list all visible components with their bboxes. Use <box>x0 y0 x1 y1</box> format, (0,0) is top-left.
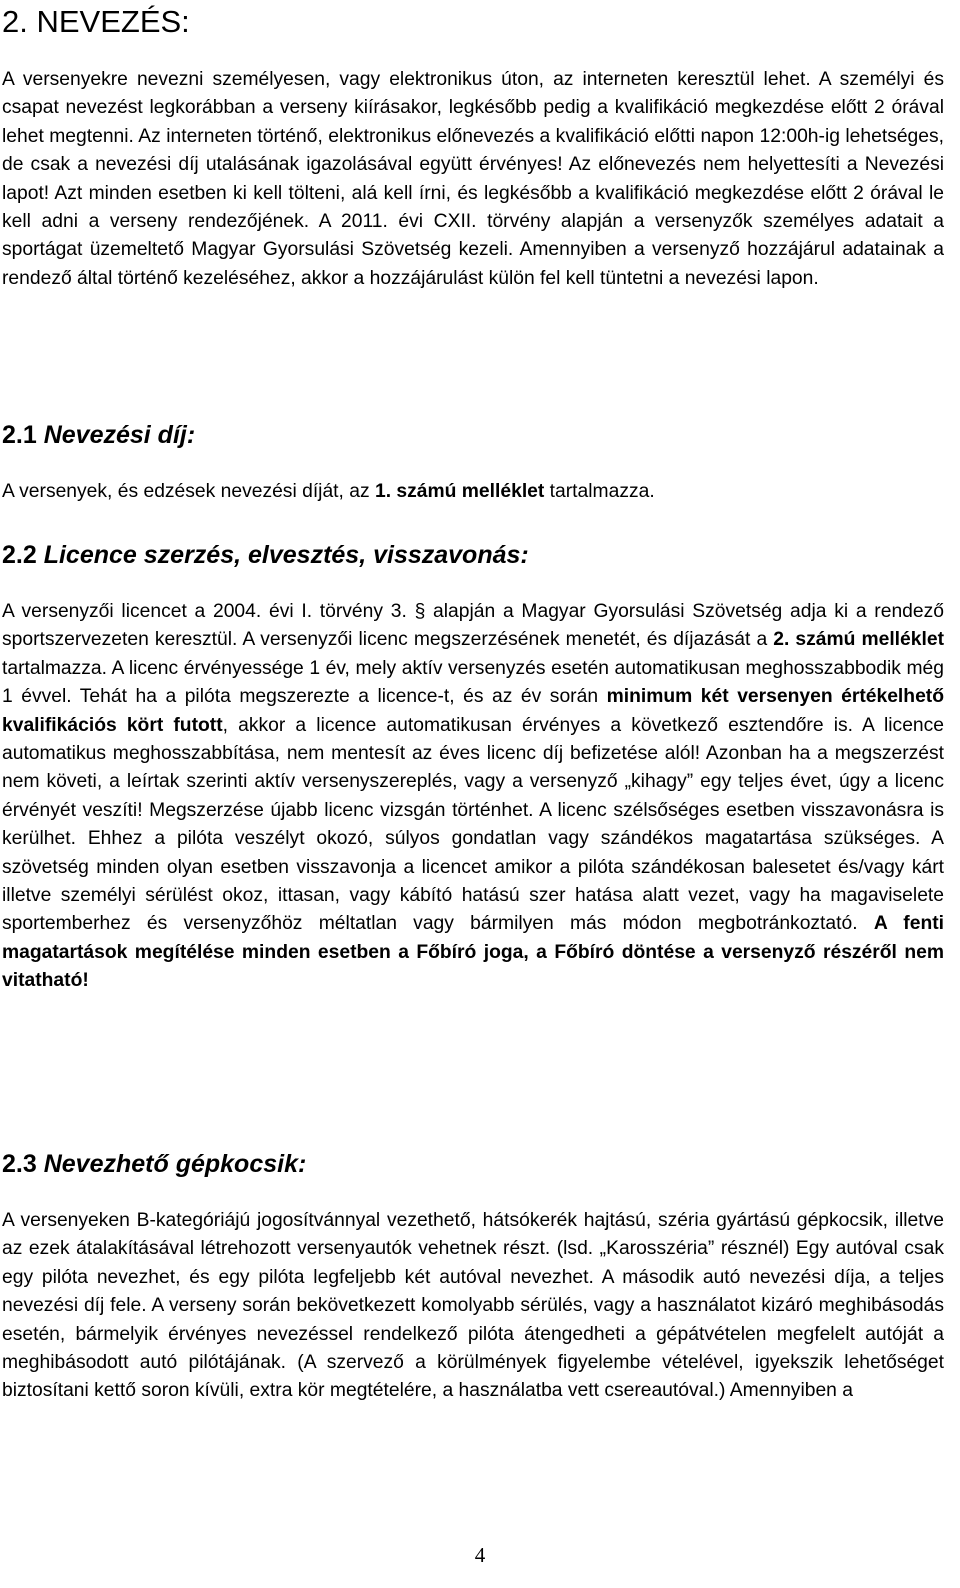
section-2-2-paragraph <box>2 598 944 996</box>
section-title: Nevezési díj: <box>43 421 196 449</box>
emphasis-text: minimum két versenyen értékelhető kvalifikációs kört futott <box>2 686 944 736</box>
section-2-2-heading <box>2 540 529 570</box>
page-number: 4 <box>474 1543 486 1567</box>
section-title: Licence szerzés, elvesztés, visszavonás: <box>43 541 529 569</box>
chapter-heading: 2. NEVEZÉS: <box>2 4 190 39</box>
section-2-3-paragraph: A versenyeken B-kategóriájú jogosítvánnyal vezethető, hátsókerék hajtású, széria gyártású gépkocsik, illetve az ezek átalakításával létrehozott versenyautók vehetnek részt. (lsd. „Karosszéria” résznél) Egy autóval csak egy pilóta nevezhet, és egy pilóta legfeljebb két autóval nevezhet. A második autó nevezési díja, a teljes nevezési díj fele. A verseny során bekövetkezett komolyabb sérülés, vagy a használatot kizáró meghibásodás esetén, bármelyik érvényes nevezéssel rendelkező pilóta átengedheti a gépátvételen megfelelt autóját a meghibásodott autó pilótájának. (A szervező a körülmények figyelembe vételével, igyekszik lehetőséget biztosítani kettő soron kívüli, extra kör megtételére, a használatba vett csereautóval.) Amennyiben a <box>2 1210 944 1402</box>
section-number: 2.1 <box>2 421 37 449</box>
text-run: alapján a Magyar Gyorsulási Szövetség adja ki a rendező sportszervezeten keresztül. A versenyzői licenc megszerzésének menetét, és díjazását a <box>2 601 944 651</box>
annex-reference: 1. számú melléklet <box>374 481 545 502</box>
section-2-1-heading <box>2 420 195 450</box>
section-symbol: § <box>414 601 426 622</box>
text-run: A versenyzői licencet a 2004. évi I. törvény 3. <box>2 601 415 622</box>
text-run: tartalmazza. A licenc érvényessége 1 év, mely aktív versenyzés esetén automatikusan meghosszabbodik még 1 évvel. Tehát ha a pilóta megszerezte a licence-t, és az év során <box>2 657 944 708</box>
text-run: tartalmazza. <box>544 481 655 502</box>
text-run: , akkor a licence automatikusan érvényes a következő esztendőre is. A licence automatikus meghosszabbítása, nem mentesít az éves licenc díj befizetése alól! Azonban ha a megszerzést nem követi, a leírtak szerinti aktív versenyszereplés, vagy a versenyző „kihagy” egy teljes évet, úgy a licenc érvényét veszíti! Megszerzése újabb licenc vizsgán történhet. A licenc szélsőséges esetben visszavonásra is kerülhet. Ehhez a pilóta veszélyt okozó, súlyos gondatlan vagy szándékos magatartása szükséges. A szövetség minden olyan esetben visszavonja a licencet amikor a pilóta szándékosan balesetet és/vagy kárt illetve személyi sérülést okoz, ittasan, vagy kábító hatású szer hatása alatt vezet, vagy ha magaviselete sportemberhez és versenyzőhöz méltatlan vagy bármilyen más módon megbotránkoztató. <box>2 714 945 935</box>
section-2-1-paragraph <box>2 478 944 506</box>
section-number: 2.2 <box>2 541 37 569</box>
section-number: 2.3 <box>2 1150 37 1178</box>
section-2-3-heading <box>2 1149 306 1179</box>
section-title: Nevezhető gépkocsik: <box>43 1150 307 1178</box>
emphasis-text: A fenti magatartások megítélése minden esetben a Főbíró joga, a Főbíró döntése a versenyző részéről nem vitatható! <box>2 913 945 992</box>
annex-reference: 2. számú melléklet <box>773 629 944 651</box>
intro-paragraph: A versenyekre nevezni személyesen, vagy elektronikus úton, az interneten keresztül lehet. A személyi és csapat nevezést legkorábban a verseny kiírásakor, legkésőbb pedig a kvalifikáció megkezdése előtt 2 órával lehet megtenni. Az interneten történő, elektronikus előnevezés a kvalifikáció előtti napon 12:00h-ig lehetséges, de csak a nevezési díj utalásának igazolásával együtt érvényes! Az előnevezés nem helyettesíti a Nevezési lapot! Azt minden esetben ki kell tölteni, alá kell írni, és legkésőbb a kvalifikáció megkezdése előtt 2 órával le kell adni a verseny rendezőjének. A 2011. évi CXII. törvény alapján a versenyzők személyes adatait a sportágat üzemeltető Magyar Gyorsulási Szövetség kezeli. Amennyiben a versenyző hozzájárul adatainak a rendező által történő kezeléséhez, akkor a hozzájárulást külön fel kell tüntetni a nevezési lapon. <box>2 69 944 289</box>
text-run: A versenyek, és edzések nevezési díját, az <box>2 481 375 502</box>
